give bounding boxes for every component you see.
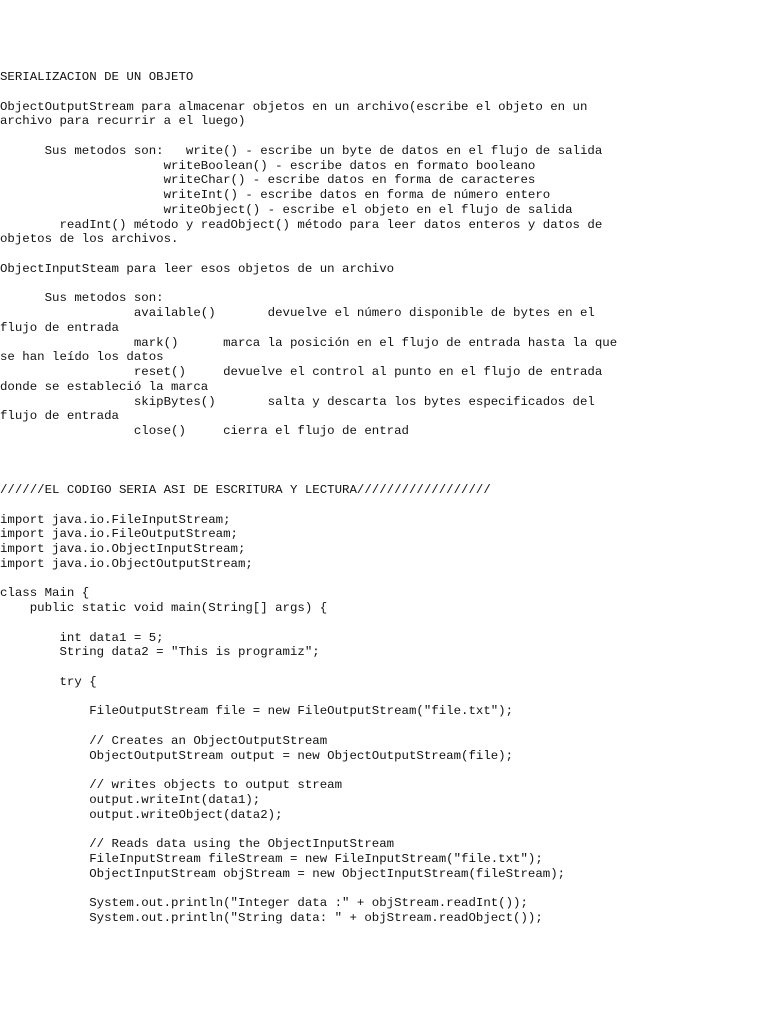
text-line: writeChar() - escribe datos en forma de caracteres	[0, 173, 536, 188]
text-line: FileOutputStream file = new FileOutputStream("file.txt");	[0, 704, 514, 719]
text-line: class Main {	[0, 586, 90, 601]
text-line	[0, 881, 768, 896]
text-line	[0, 439, 768, 454]
text-line	[0, 616, 768, 631]
text-line: Sus metodos son: write() - escribe un byte de datos en el flujo de salida	[0, 143, 603, 158]
text-line: System.out.println("String data: " + objStream.readObject());	[0, 910, 543, 925]
text-line: // Creates an ObjectOutputStream	[0, 733, 328, 748]
text-line: donde se estableció la marca	[0, 379, 209, 394]
document-body	[0, 70, 768, 926]
text-line	[0, 690, 768, 705]
text-line: //////EL CODIGO SERIA ASI DE ESCRITURA Y LECTURA//////////////////	[0, 483, 491, 497]
text-line: writeObject() - escribe el objeto en el flujo de salida	[0, 202, 573, 217]
text-line: System.out.println("Integer data :" + objStream.readInt());	[0, 896, 528, 910]
text-line: output.writeInt(data1);	[0, 792, 261, 807]
text-line: close() cierra el flujo de entrad	[0, 424, 409, 438]
text-line: flujo de entrada	[0, 409, 119, 424]
text-line: output.writeObject(data2);	[0, 807, 283, 822]
text-line	[0, 719, 768, 734]
text-line: String data2 = "This is programiz";	[0, 645, 320, 660]
text-line: mark() marca la posición en el flujo de entrada hasta la que	[0, 335, 618, 350]
text-line: ObjectOutputStream output = new ObjectOutputStream(file);	[0, 748, 514, 763]
text-line: available() devuelve el número disponible de bytes en el	[0, 306, 595, 320]
text-line	[0, 468, 768, 483]
text-line	[0, 129, 768, 144]
text-line: SERIALIZACION DE UN OBJETO	[0, 70, 194, 84]
text-line: writeBoolean() - escribe datos en formato booleano	[0, 158, 536, 173]
text-line	[0, 454, 768, 469]
text-line: // Reads data using the ObjectInputStream	[0, 837, 395, 851]
text-line: try {	[0, 674, 97, 689]
text-line: readInt() método y readObject() método para leer datos enteros y datos de	[0, 217, 603, 232]
text-line: ObjectInputStream objStream = new ObjectInputStream(fileStream);	[0, 866, 566, 881]
text-line: import java.io.FileOutputStream;	[0, 527, 238, 542]
text-line: flujo de entrada	[0, 320, 119, 335]
text-line: ObjectInputSteam para leer esos objetos de un archivo	[0, 261, 395, 276]
text-line	[0, 85, 768, 100]
text-line: skipBytes() salta y descarta los bytes especificados del	[0, 394, 595, 409]
text-line: archivo para recurrir a el luego)	[0, 114, 246, 129]
text-line: // writes objects to output stream	[0, 778, 343, 792]
text-line	[0, 498, 768, 513]
text-line	[0, 763, 768, 778]
text-line	[0, 277, 768, 292]
text-line: ObjectOutputStream para almacenar objetos en un archivo(escribe el objeto en un	[0, 99, 588, 114]
text-line	[0, 822, 768, 837]
text-line: import java.io.ObjectInputStream;	[0, 542, 246, 556]
text-line: FileInputStream fileStream = new FileInputStream("file.txt");	[0, 851, 543, 866]
text-line	[0, 572, 768, 587]
text-line: se han leído los datos	[0, 350, 164, 365]
text-line: writeInt() - escribe datos en forma de número entero	[0, 188, 551, 202]
text-line	[0, 247, 768, 262]
text-line: int data1 = 5;	[0, 630, 164, 645]
text-line: objetos de los archivos.	[0, 232, 179, 247]
text-line: import java.io.FileInputStream;	[0, 512, 231, 527]
text-line: Sus metodos son:	[0, 291, 164, 306]
text-line	[0, 660, 768, 675]
text-line: reset() devuelve el control al punto en el flujo de entrada	[0, 365, 603, 379]
text-line: public static void main(String[] args) {	[0, 601, 328, 615]
text-line: import java.io.ObjectOutputStream;	[0, 556, 253, 571]
